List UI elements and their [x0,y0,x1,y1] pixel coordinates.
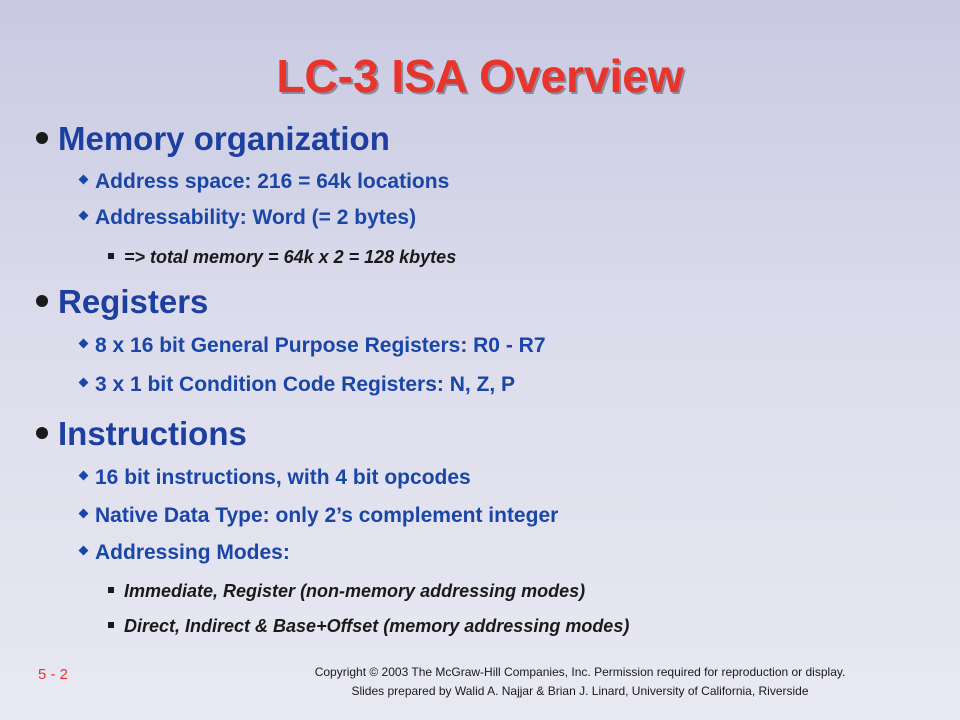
diamond-bullet-icon [79,471,89,481]
square-bullet-icon [108,253,114,259]
item-text: 16 bit instructions, with 4 bit opcodes [95,466,471,489]
copyright-text: Copyright © 2003 The McGraw-Hill Companies, Inc. Permission required for reproduction or display. [314,665,846,679]
sub-bullet-item [108,615,629,637]
item-text: Addressing Modes: [95,541,290,564]
square-bullet-icon [108,622,114,628]
round-bullet-icon [36,132,48,144]
bullet-item [80,333,546,359]
slide-number: 5 - 2 [38,666,69,683]
round-bullet-icon [36,427,48,439]
slide-title: LC-3 ISA Overview [276,50,684,102]
item-text: Native Data Type: only 2’s complement integer [95,504,559,527]
heading-text: Instructions [58,415,247,452]
item-text: Address space: 216 = 64k locations [95,170,450,193]
diamond-bullet-icon [79,509,89,519]
bullet-item [80,205,416,231]
bullet-item [80,540,290,566]
subitem-text: Direct, Indirect & Base+Offset (memory addressing modes) [124,616,630,636]
footer [260,663,900,701]
diamond-bullet-icon [79,546,89,556]
bullet-item [80,503,558,529]
heading-text: Registers [58,283,209,320]
round-bullet-icon [36,295,48,307]
bullet-item [80,169,449,195]
diamond-bullet-icon [79,175,89,185]
bullet-item [80,465,471,491]
section-heading-instructions [36,415,247,453]
subitem-text: => total memory = 64k x 2 = 128 kbytes [124,247,457,267]
subitem-text: Immediate, Register (non-memory addressing modes) [124,581,586,601]
square-bullet-icon [108,587,114,593]
sub-bullet-item [108,580,585,602]
sub-bullet-item [108,246,456,268]
item-text: 3 x 1 bit Condition Code Registers: N, Z, P [95,373,516,396]
item-text: Addressability: Word (= 2 bytes) [95,206,417,229]
heading-text: Memory organization [58,120,390,157]
diamond-bullet-icon [79,211,89,221]
diamond-bullet-icon [79,378,89,388]
section-heading-registers [36,283,208,321]
credits-text: Slides prepared by Walid A. Najjar & Brian J. Linard, University of California, Riverside [351,684,809,698]
item-text: 8 x 16 bit General Purpose Registers: R0 - R7 [95,334,546,357]
diamond-bullet-icon [79,339,89,349]
section-heading-memory [36,120,390,158]
bullet-item [80,372,515,398]
